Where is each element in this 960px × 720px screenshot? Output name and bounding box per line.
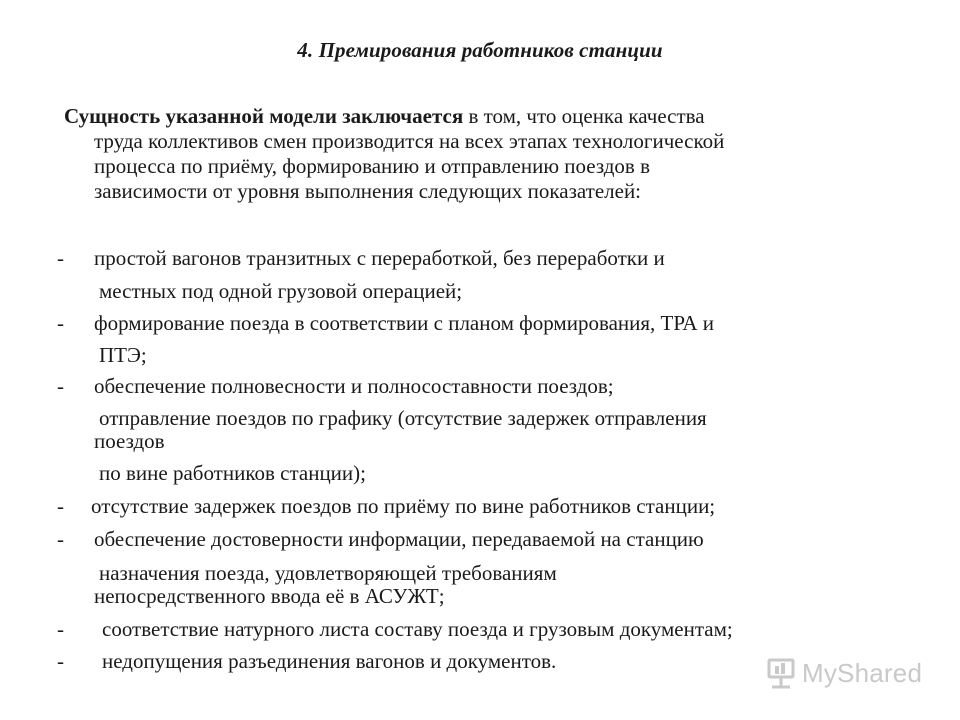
list-line-13: соответствие натурного листа составу поезда и грузовым документам; [102,617,733,641]
bullet-dash: - [57,527,64,551]
intro-line-2: труда коллективов смен производится на всех этапах технологической [94,129,725,153]
list-line-7: поездов [94,429,165,453]
slide-title: 4. Премирования работников станции [297,38,663,62]
bullet-dash: - [57,374,64,398]
intro-line-3: процесса по приёму, формированию и отправлению поездов в [94,154,651,178]
intro-line-1-rest: в том, что оценка качества [463,104,705,128]
list-line-5: обеспечение полновесности и полносоставности поездов; [94,374,614,398]
bullet-dash: - [57,246,64,270]
list-line-10: обеспечение достоверности информации, передаваемой на станцию [94,527,704,551]
intro-line-1 [64,104,924,129]
bullet-dash: - [57,649,64,673]
watermark [766,656,922,690]
intro-line-4: зависимости от уровня выполнения следующих показателей: [94,179,642,203]
list-line-2: местных под одной грузовой операцией; [99,279,463,303]
bullet-dash: - [57,617,64,641]
list-line-14: недопущения разъединения вагонов и документов. [102,649,557,673]
presentation-board-icon [766,657,796,689]
watermark-text: MyShared [802,657,923,688]
list-line-6: отправление поездов по графику (отсутствие задержек отправления [99,406,707,430]
intro-paragraph [64,104,924,204]
list-line-12: непосредственного ввода её в АСУЖТ; [94,584,445,608]
list-line-1: простой вагонов транзитных с переработкой, без переработки и [94,246,665,270]
bullet-dash: - [57,311,64,335]
bullet-dash: - [57,494,64,518]
list-line-4: ПТЭ; [99,343,147,367]
list-line-11: назначения поезда, удовлетворяющей требованиям [99,561,557,585]
list-line-8: по вине работников станции); [99,461,366,485]
list-line-9: отсутствие задержек поездов по приёму по вине работников станции; [91,494,716,518]
list-line-3: формирование поезда в соответствии с планом формирования, ТРА и [94,311,715,335]
intro-bold-lead: Сущность указанной модели заключается [64,104,464,128]
